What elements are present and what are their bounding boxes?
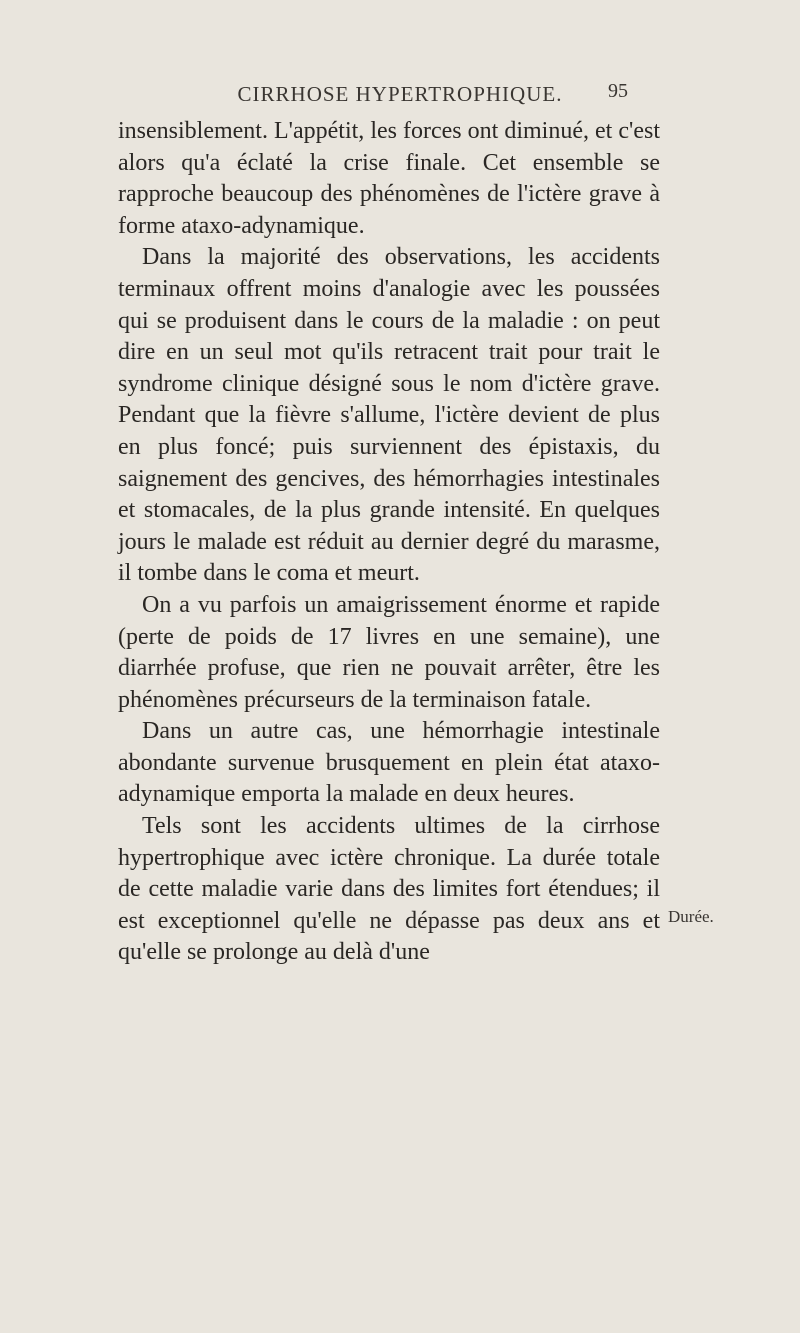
body-text xyxy=(118,116,660,969)
paragraph: Dans la majorité des observations, les accidents terminaux offrent moins d'analogie avec les poussées qui se produisent dans le cours de la maladie : on peut dire en un seul mot qu'ils retracent trait pour trait le syndrome clinique désigné sous le nom d'ictère grave. Pendant que la fièvre s'allume, l'ictère devient de plus en plus foncé; puis surviennent des épistaxis, du saignement des gencives, des hémorrhagies intestinales et stomacales, de la plus grande intensité. En quelques jours le malade est réduit au dernier degré du marasme, il tombe dans le coma et meurt. xyxy=(118,244,660,587)
paragraph: Dans un autre cas, une hémorrhagie intestinale abondante survenue brusquement en plein état ataxo-adynamique emporta la malade en deux heures. xyxy=(118,718,660,808)
page-number: 95 xyxy=(608,80,628,102)
running-title: CIRRHOSE HYPERTROPHIQUE. xyxy=(237,82,563,106)
paragraph: insensiblement. L'appétit, les forces ont diminué, et c'est alors qu'a éclaté la crise finale. Cet ensemble se rapproche beaucoup des phénomènes de l'ictère grave à forme ataxo-adynamique. xyxy=(118,118,660,239)
paragraph: On a vu parfois un amaigrissement énorme et rapide (perte de poids de 17 livres en une semaine), une diarrhée profuse, que rien ne pouvait arrêter, être les phénomènes précurseurs de la terminaison fatale. xyxy=(118,591,660,713)
paragraph: Tels sont les accidents ultimes de la cirrhose hypertrophique avec ictère chronique. La durée totale de cette maladie varie dans des limites fort étendues; il est exceptionnel qu'elle ne dépasse pas deux ans et qu'elle se prolonge au delà d'une xyxy=(118,813,660,966)
margin-note: Durée. xyxy=(668,907,714,926)
